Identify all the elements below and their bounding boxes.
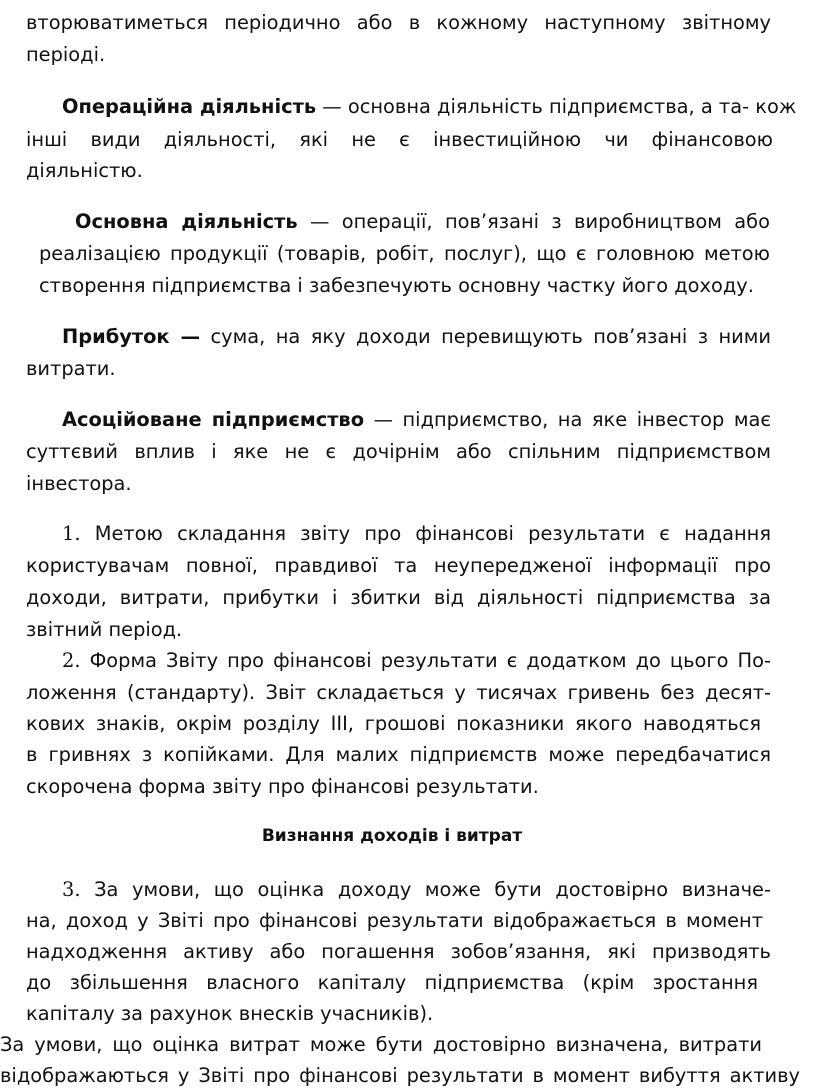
text-line: скорочена форма звіту про фінансові результати. (26, 775, 539, 798)
text-line: інвестора. (26, 472, 132, 495)
text-line: інші види діяльності, які не є інвестиційною чи фінансовою (26, 128, 773, 151)
text-line: ложення (стандарту). Звіт складається у тисячах гривень без десят- (26, 681, 771, 704)
definition-main-activity (75, 212, 770, 231)
definition-operating-activity (62, 95, 797, 118)
text-line: вторюватиметься періодично або в кожному наступному звітному (26, 11, 771, 34)
text-line: звітний період. (26, 618, 183, 641)
text-line: до збільшення власного капіталу підприємства (крім зростання (26, 971, 758, 994)
text-line: реалізацією продукції (товарів, робіт, послуг), що є головною метою (39, 242, 770, 265)
text-line: За умови, що оцінка витрат може бути достовірно визначена, витрати (0, 1033, 762, 1056)
term: Прибуток — (62, 325, 201, 348)
paragraph-text: Метою складання звіту про фінансові результати є надання (80, 522, 771, 545)
text-line: витрати. (26, 357, 116, 380)
text-line: на, доход у Звіті про фінансові результати відображається в момент (26, 909, 763, 932)
definition-associated-enterprise (62, 410, 771, 429)
definition-text: — основна діяльність підприємства, а та- кож (316, 95, 797, 118)
definition-text: сума, на яку доходи перевищують пов’язані з ними (200, 325, 771, 348)
term: Операційна діяльність (62, 95, 317, 118)
text-line: суттєвий вплив і яке не є дочірнім або спільним підприємством (26, 440, 771, 463)
text-line: капіталу за рахунок внесків учасників). (26, 1002, 434, 1025)
paragraph-number: 2. (62, 649, 81, 672)
text-line: періоді. (26, 43, 106, 66)
definition-profit (62, 327, 771, 346)
term: Основна діяльність (75, 210, 298, 233)
text-line: в гривнях з копійками. Для малих підприємств може передбачатися (26, 743, 771, 766)
numbered-paragraph-1 (62, 524, 771, 543)
definition-text: — операції, пов’язані з виробництвом або (297, 210, 770, 233)
text-line: діяльністю. (26, 159, 143, 182)
text-line: надходження активу або погашення зобов’язання, які призводять (26, 940, 771, 963)
term: Асоційоване підприємство (62, 408, 365, 431)
text-line: користувачам повної, правдивої та неупередженої інформації про (26, 554, 771, 577)
numbered-paragraph-3 (62, 880, 771, 899)
text-line: відображаються у Звіті про фінансові результати в момент вибуття активу (0, 1064, 800, 1087)
paragraph-text: Форма Звіту про фінансові результати є додатком до цього По- (80, 649, 771, 672)
numbered-paragraph-2 (62, 651, 771, 670)
paragraph-number: 1. (62, 522, 81, 545)
section-heading: Визнання доходів і витрат (261, 826, 523, 846)
paragraph-number: 3. (62, 878, 81, 901)
paragraph-text: За умови, що оцінка доходу може бути достовірно визначе- (80, 878, 771, 901)
definition-text: — підприємство, на яке інвестор має (364, 408, 771, 431)
text-line: кових знаків, окрім розділу ІІІ, грошові показники якого наводяться (26, 712, 761, 735)
text-line: доходи, витрати, прибутки і збитки від діяльності підприємства за (26, 586, 771, 609)
text-line: створення підприємства і забезпечують основну частку його доходу. (39, 274, 754, 297)
